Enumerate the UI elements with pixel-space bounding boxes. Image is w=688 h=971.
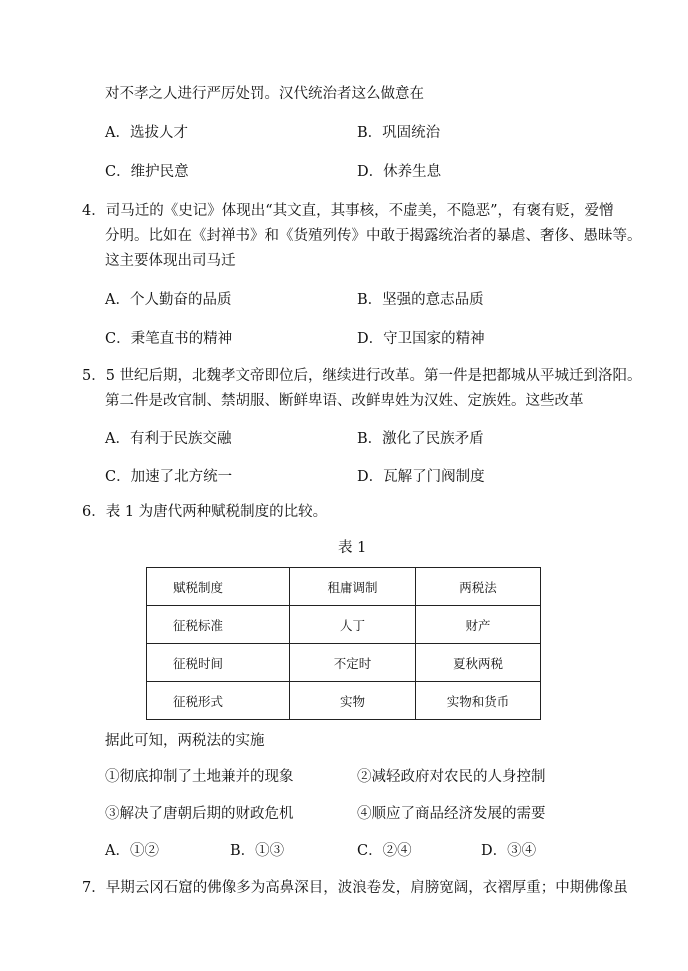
q4-stem-line-1: 4．司马迁的《史记》体现出“其文直，其事核，不虚美，不隐恶”，有褒有贬，爱憎 <box>82 203 614 219</box>
q4-option-d: D．守卫国家的精神 <box>357 331 485 347</box>
q6-option-b: B．①③ <box>230 843 285 859</box>
q6-option-c: C．②④ <box>357 843 412 859</box>
table-cell: 不定时 <box>290 644 416 682</box>
table-row <box>147 606 541 644</box>
table-cell: 征税标准 <box>147 606 290 644</box>
q6-stem-line-1: 6．表 1 为唐代两种赋税制度的比较。 <box>82 504 328 520</box>
q4-option-b: B．坚强的意志品质 <box>357 292 484 308</box>
table-cell: 征税形式 <box>147 682 290 720</box>
table-cell: 租庸调制 <box>290 568 416 606</box>
table-row <box>147 644 541 682</box>
q3-option-a: A．选拔人才 <box>105 125 188 141</box>
q6-item-3: ③解决了唐朝后期的财政危机 <box>105 806 294 822</box>
table-cell: 财产 <box>416 606 541 644</box>
q5-option-d: D．瓦解了门阀制度 <box>357 469 485 485</box>
q3-stem-line: 对不孝之人进行严厉处罚。汉代统治者这么做意在 <box>105 86 424 102</box>
q5-option-c: C．加速了北方统一 <box>105 469 233 485</box>
table-cell: 实物 <box>290 682 416 720</box>
table-cell: 实物和货币 <box>416 682 541 720</box>
q3-option-c: C．维护民意 <box>105 164 189 180</box>
table-row <box>147 682 541 720</box>
q3-option-b: B．巩固统治 <box>357 125 441 141</box>
q5-stem-line-2: 第二件是改官制、禁胡服、断鲜卑语、改鲜卑姓为汉姓、定族姓。这些改革 <box>105 393 584 409</box>
q3-option-d: D．休养生息 <box>357 164 442 180</box>
q5-stem-line-1: 5．5 世纪后期，北魏孝文帝即位后，继续进行改革。第一件是把都城从平城迁到洛阳。 <box>82 368 642 384</box>
tax-comparison-table <box>146 567 541 720</box>
q6-stem-line-2: 据此可知，两税法的实施 <box>105 733 265 749</box>
q4-stem-line-3: 这主要体现出司马迁 <box>105 253 236 269</box>
table-row <box>147 568 541 606</box>
q6-item-1: ①彻底抑制了土地兼并的现象 <box>105 769 294 785</box>
table-cell: 两税法 <box>416 568 541 606</box>
q6-item-4: ④顺应了商品经济发展的需要 <box>357 806 546 822</box>
table-cell: 夏秋两税 <box>416 644 541 682</box>
q5-option-a: A．有利于民族交融 <box>105 431 232 447</box>
table-cell: 征税时间 <box>147 644 290 682</box>
q4-option-a: A．个人勤奋的品质 <box>105 292 232 308</box>
q6-option-d: D．③④ <box>481 843 537 859</box>
q7-stem-line-1: 7．早期云冈石窟的佛像多为高鼻深目，波浪卷发，肩膀宽阔，衣褶厚重；中期佛像虽 <box>82 880 628 896</box>
q4-stem-line-2: 分明。比如在《封禅书》和《货殖列传》中敢于揭露统治者的暴虐、奢侈、愚昧等。 <box>105 228 642 244</box>
table-caption: 表 1 <box>338 540 367 556</box>
table-cell: 人丁 <box>290 606 416 644</box>
q6-option-a: A．①② <box>105 843 159 859</box>
q4-option-c: C．秉笔直书的精神 <box>105 331 233 347</box>
q6-item-2: ②减轻政府对农民的人身控制 <box>357 769 546 785</box>
table-cell: 赋税制度 <box>147 568 290 606</box>
q5-option-b: B．激化了民族矛盾 <box>357 431 484 447</box>
